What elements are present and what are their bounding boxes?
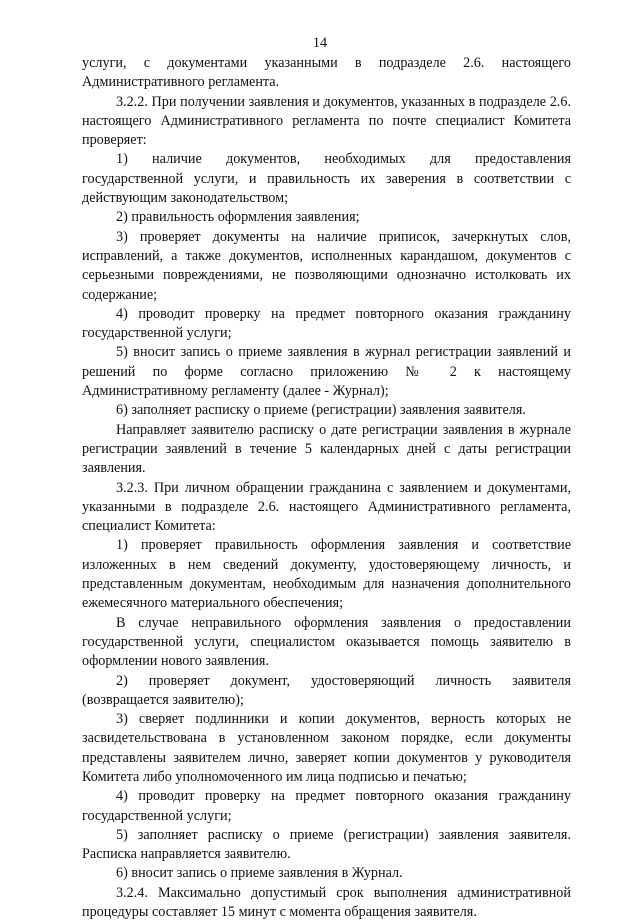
paragraph: 2) проверяет документ, удостоверяющий личность заявителя (возвращается заявителю); xyxy=(82,672,571,708)
paragraph: 5) вносит запись о приеме заявления в журнал регистрации заявлений и решений по форме согласно приложению № 2 к настоящему Административному регламенту (далее - Журнал); xyxy=(82,344,571,400)
page-number: 14 xyxy=(312,35,328,51)
paragraph: 2) правильность оформления заявления; xyxy=(116,209,360,226)
paragraph: 3.2.4. Максимально допустимый срок выполнения административной процедуры составляет 15 минут с момента обращения заявителя. xyxy=(82,884,571,921)
paragraph: 4) проводит проверку на предмет повторного оказания гражданину государственной услуги; xyxy=(82,305,571,342)
paragraph: 3.2.2. При получении заявления и документов, указанных в подразделе 2.6. настоящего Административного регламента по почте специалист Комитета проверяет: xyxy=(82,93,571,149)
paragraph: 5) заполняет расписку о приеме (регистрации) заявления заявителя. Расписка направляется заявителю. xyxy=(82,826,571,863)
paragraph: 6) заполняет расписку о приеме (регистрации) заявления заявителя. xyxy=(116,402,526,419)
paragraph: 3) проверяет документы на наличие приписок, зачеркнутых слов, исправлений, а также документов, исполненных карандашом, документов с серьезными повреждениями, не позволяющими однозначно истолковать их содержание; xyxy=(82,228,571,303)
paragraph: 4) проводит проверку на предмет повторного оказания гражданину государственной услуги; xyxy=(82,788,571,824)
paragraph: 3.2.3. При личном обращении гражданина с заявлением и документами, указанными в подразделе 2.6. настоящего Административного регламента, специалист Комитета: xyxy=(82,479,571,535)
paragraph: 1) наличие документов, необходимых для предоставления государственной услуги, и правильность их заверения в соответствии с действующим законодательством; xyxy=(82,151,571,207)
document-body xyxy=(82,54,571,922)
paragraph: 1) проверяет правильность оформления заявления и соответствие изложенных в нем сведений документу, удостоверяющему личность, и представленным документам, необходимым для назначения дополнительного ежемесячного материального обеспечения; xyxy=(82,537,571,612)
paragraph: В случае неправильного оформления заявления о предоставлении государственной услуги, специалистом оказывается помощь заявителю в оформлении нового заявления. xyxy=(82,614,571,670)
paragraph: 6) вносит запись о приеме заявления в Журнал. xyxy=(116,865,403,882)
paragraph: услуги, с документами указанными в подразделе 2.6. настоящего Административного регламента. xyxy=(82,55,571,91)
paragraph: 3) сверяет подлинники и копии документов, верность которых не засвидетельствована в установленном законом порядке, если документы представлены заявителем лично, заверяет копии документов у руководителя Комитета либо уполномоченного им лица подписью и печатью; xyxy=(82,711,571,785)
paragraph: Направляет заявителю расписку о дате регистрации заявления в журнале регистрации заявлений в течение 5 календарных дней с даты регистрации заявления. xyxy=(82,421,571,477)
